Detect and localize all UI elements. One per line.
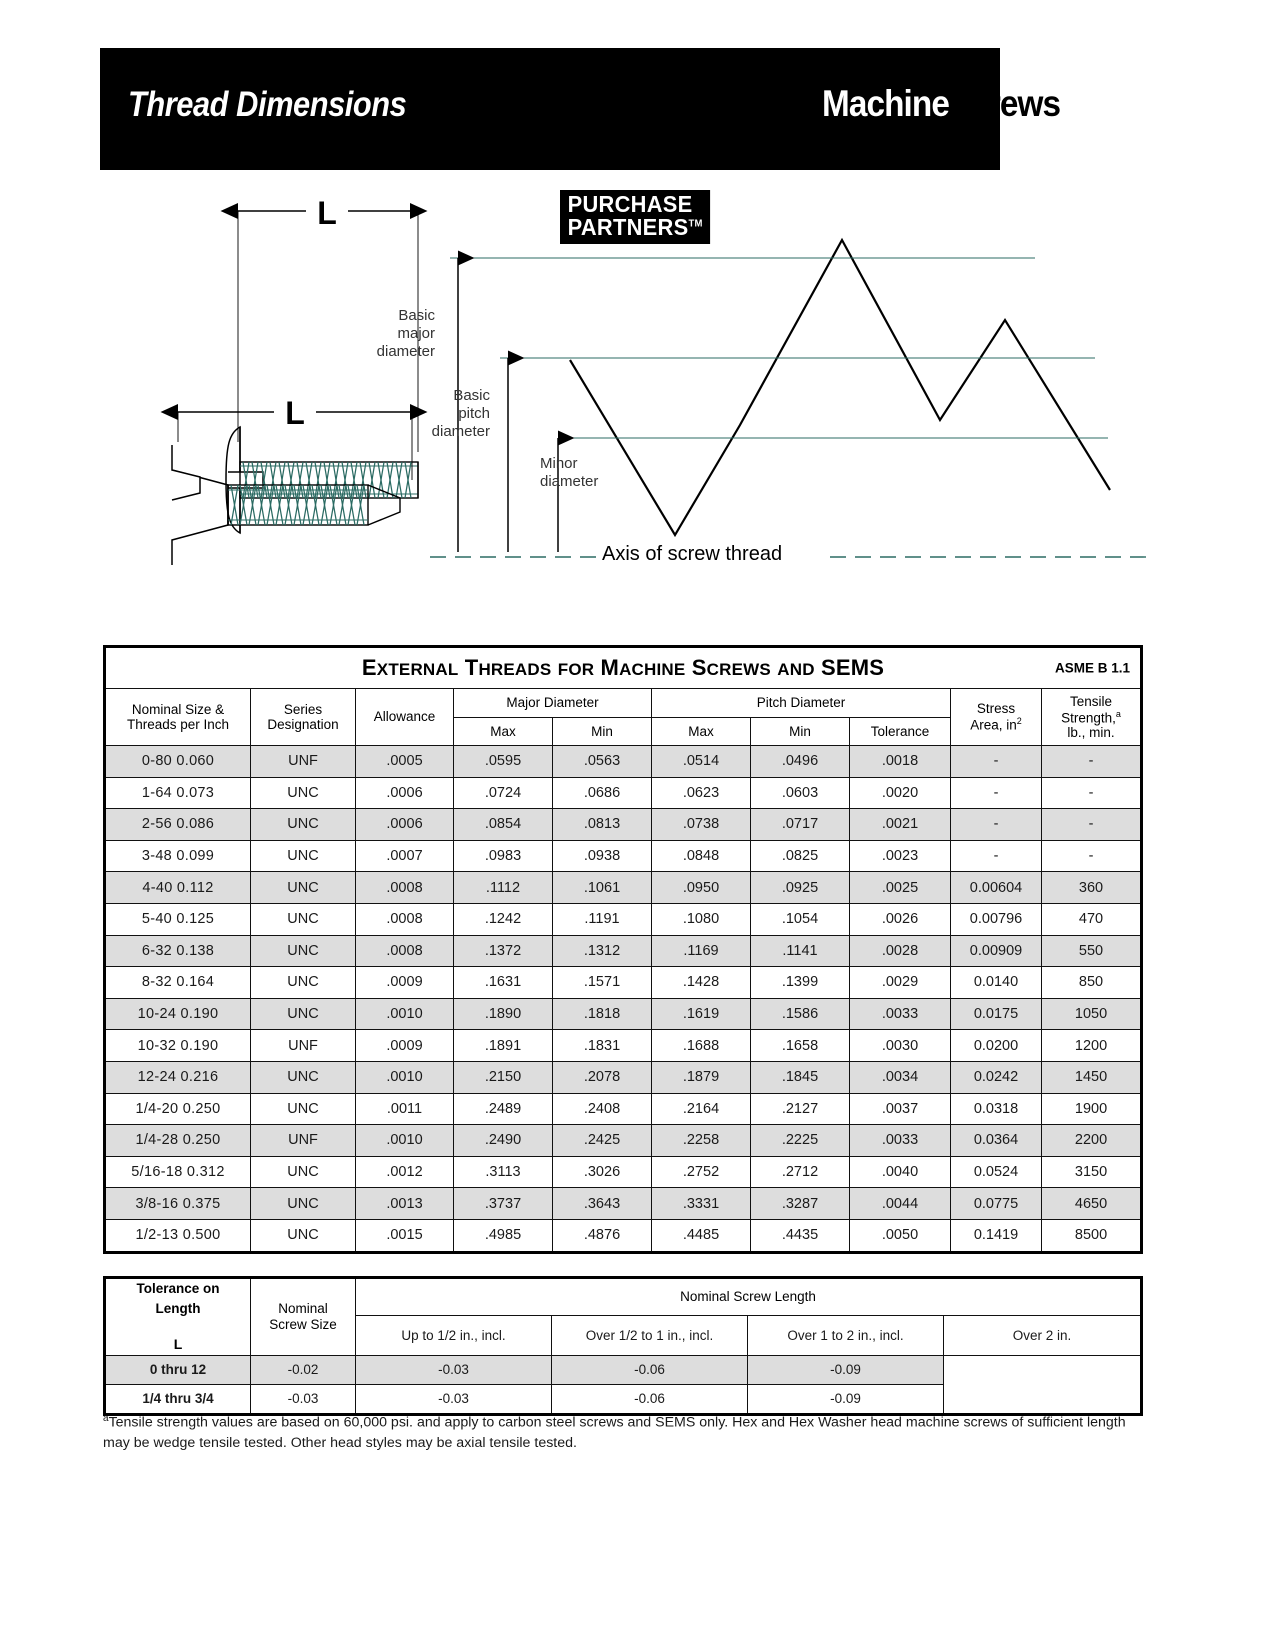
table-title: EXTERNAL THREADS FOR MACHINE SCREWS AND SEMS [361, 655, 885, 680]
cell-size: 1-64 0.073 [105, 777, 251, 809]
minor-diameter-label: Minor [540, 455, 578, 472]
cell-tol: .0037 [850, 1093, 951, 1125]
cell-tensile: 2200 [1042, 1125, 1142, 1157]
cell-tol: .0040 [850, 1156, 951, 1188]
cell-tol: .0028 [850, 935, 951, 967]
cell-pit_max: .0738 [652, 809, 751, 841]
cell-allowance: .0010 [356, 1061, 454, 1093]
col-header-nominal-size: Nominal Size & Threads per Inch [105, 689, 251, 746]
cell-tensile: 360 [1042, 872, 1142, 904]
cell-pit_max: .4485 [652, 1219, 751, 1252]
cell-maj_max: .1372 [454, 935, 553, 967]
cell-maj_min: .1061 [553, 872, 652, 904]
cell-maj_min: .2425 [553, 1125, 652, 1157]
cell-nominal-screw-size: 0 thru 12 [105, 1355, 251, 1384]
length-label-top: L [317, 195, 337, 231]
cell-tensile: 1050 [1042, 998, 1142, 1030]
cell-pit_min: .1586 [751, 998, 850, 1030]
table-body [105, 746, 1142, 1253]
cell-pit_max: .1879 [652, 1061, 751, 1093]
cell-allowance: .0010 [356, 1125, 454, 1157]
table-row [105, 746, 1142, 778]
svg-text:diameter: diameter [376, 343, 435, 360]
cell-series: UNC [251, 840, 356, 872]
header-right-screws: Screws [948, 83, 1061, 124]
tolerance-table-row [105, 1384, 1142, 1414]
cell-maj_max: .1112 [454, 872, 553, 904]
cell-pit_max: .0623 [652, 777, 751, 809]
basic-major-diameter-label: Basic [398, 307, 435, 324]
col-header-major-min: Min [553, 717, 652, 746]
cell-pit_max: .0848 [652, 840, 751, 872]
col-header-pitch-min: Min [751, 717, 850, 746]
cell-pit_min: .1141 [751, 935, 850, 967]
cell-allowance: .0007 [356, 840, 454, 872]
cell-pit_min: .0603 [751, 777, 850, 809]
col-header-major-diameter: Major Diameter [454, 689, 652, 718]
cell-tensile: 4650 [1042, 1188, 1142, 1220]
cell-tol: .0018 [850, 746, 951, 778]
page-title: Thread Dimensions [128, 85, 407, 124]
cell-area: - [951, 809, 1042, 841]
cell-pit_min: .3287 [751, 1188, 850, 1220]
cell-maj_max: .0983 [454, 840, 553, 872]
cell-maj_max: .1890 [454, 998, 553, 1030]
cell-pit_max: .1428 [652, 967, 751, 999]
table-row [105, 1125, 1142, 1157]
cell-series: UNC [251, 872, 356, 904]
table-row [105, 903, 1142, 935]
cell-tol: .0025 [850, 872, 951, 904]
cell-maj_min: .1571 [553, 967, 652, 999]
cell-pit_min: .0717 [751, 809, 850, 841]
cell-pit_min: .0496 [751, 746, 850, 778]
brand-logo [560, 190, 710, 244]
table-row [105, 777, 1142, 809]
cell-pit_max: .1619 [652, 998, 751, 1030]
cell-pit_max: .1169 [652, 935, 751, 967]
cell-area: 0.00909 [951, 935, 1042, 967]
length-dimension-top [238, 211, 418, 452]
cell-tensile: 1450 [1042, 1061, 1142, 1093]
cell-maj_min: .2078 [553, 1061, 652, 1093]
tolerance-on-length-table-wrap [103, 1276, 1140, 1416]
cell-area: 0.1419 [951, 1219, 1042, 1252]
brand-line-1: PURCHASE [567, 191, 693, 217]
cell-size: 1/4-28 0.250 [105, 1125, 251, 1157]
cell-tolerance-value: -0.03 [251, 1384, 356, 1414]
cell-size: 5-40 0.125 [105, 903, 251, 935]
cell-maj_min: .1312 [553, 935, 652, 967]
tolerance-table-row [105, 1355, 1142, 1384]
cell-area: 0.0775 [951, 1188, 1042, 1220]
table-row [105, 1030, 1142, 1062]
cell-tol: .0034 [850, 1061, 951, 1093]
col-header-pitch-tolerance: Tolerance [850, 717, 951, 746]
cell-allowance: .0006 [356, 777, 454, 809]
cell-tolerance-value: -0.09 [748, 1384, 944, 1414]
cell-series: UNC [251, 777, 356, 809]
cell-maj_max: .3737 [454, 1188, 553, 1220]
table-row [105, 998, 1142, 1030]
table-row [105, 1188, 1142, 1220]
cell-tensile: 1200 [1042, 1030, 1142, 1062]
cell-allowance: .0011 [356, 1093, 454, 1125]
cell-area: 0.0524 [951, 1156, 1042, 1188]
external-threads-table [103, 645, 1143, 1254]
cell-pit_min: .2225 [751, 1125, 850, 1157]
svg-text:diameter: diameter [540, 473, 599, 490]
tolerance-on-length-label: Tolerance on Length L [105, 1278, 251, 1356]
cell-tol: .0023 [850, 840, 951, 872]
cell-maj_max: .2489 [454, 1093, 553, 1125]
thread-profile-path [570, 240, 1110, 535]
cell-size: 1/2-13 0.500 [105, 1219, 251, 1252]
cell-size: 4-40 0.112 [105, 872, 251, 904]
cell-series: UNC [251, 1188, 356, 1220]
cell-tol: .0020 [850, 777, 951, 809]
cell-maj_max: .0854 [454, 809, 553, 841]
cell-maj_min: .1191 [553, 903, 652, 935]
cell-tol: .0050 [850, 1219, 951, 1252]
cell-maj_min: .1818 [553, 998, 652, 1030]
cell-pit_min: .2712 [751, 1156, 850, 1188]
cell-tensile: 550 [1042, 935, 1142, 967]
cell-size: 3/8-16 0.375 [105, 1188, 251, 1220]
cell-area: 0.0318 [951, 1093, 1042, 1125]
cell-maj_min: .0938 [553, 840, 652, 872]
col-header-series-designation: Series Designation [251, 689, 356, 746]
cell-pit_max: .0514 [652, 746, 751, 778]
cell-allowance: .0008 [356, 935, 454, 967]
cell-maj_max: .1242 [454, 903, 553, 935]
col-header-length-range-4: Over 2 in. [944, 1316, 1142, 1355]
cell-tensile: 8500 [1042, 1219, 1142, 1252]
table-row [105, 809, 1142, 841]
standard-reference: ASME B 1.1 [1055, 660, 1131, 676]
cell-tolerance-value: -0.06 [552, 1355, 748, 1384]
cell-maj_max: .2490 [454, 1125, 553, 1157]
cell-tolerance-value: -0.02 [251, 1355, 356, 1384]
cell-maj_max: .4985 [454, 1219, 553, 1252]
cell-maj_max: .2150 [454, 1061, 553, 1093]
brand-line-2: PARTNERS™ [567, 214, 703, 241]
cell-area: 0.0175 [951, 998, 1042, 1030]
cell-pit_min: .4435 [751, 1219, 850, 1252]
table-row [105, 967, 1142, 999]
cell-allowance: .0013 [356, 1188, 454, 1220]
col-header-major-max: Max [454, 717, 553, 746]
axis-of-screw-thread-label: Axis of screw thread [602, 543, 783, 565]
cell-size: 8-32 0.164 [105, 967, 251, 999]
length-label-bottom: L [285, 395, 305, 431]
col-header-nominal-screw-length: Nominal Screw Length [356, 1278, 1142, 1316]
svg-text:diameter: diameter [431, 423, 490, 440]
cell-tolerance-value: -0.03 [356, 1355, 552, 1384]
cell-pit_min: .0825 [751, 840, 850, 872]
cell-pit_max: .2258 [652, 1125, 751, 1157]
cell-series: UNC [251, 1219, 356, 1252]
footnote-marker: a [103, 1413, 109, 1424]
cell-size: 0-80 0.060 [105, 746, 251, 778]
cell-size: 3-48 0.099 [105, 840, 251, 872]
col-header-tensile-strength: Tensile Strength,$^a$ lb., min. [1042, 689, 1142, 746]
cell-tol: .0030 [850, 1030, 951, 1062]
cell-series: UNC [251, 903, 356, 935]
cell-area: 0.00604 [951, 872, 1042, 904]
cell-pit_min: .1054 [751, 903, 850, 935]
cell-allowance: .0009 [356, 967, 454, 999]
cell-maj_min: .2408 [553, 1093, 652, 1125]
cell-maj_min: .0686 [553, 777, 652, 809]
svg-text:pitch: pitch [458, 405, 490, 422]
col-header-length-range-1: Up to 1/2 in., incl. [356, 1316, 552, 1355]
cell-tol: .0033 [850, 998, 951, 1030]
cell-area: 0.0364 [951, 1125, 1042, 1157]
table-row [105, 872, 1142, 904]
cell-series: UNC [251, 935, 356, 967]
table-row [105, 1093, 1142, 1125]
cell-tolerance-value: -0.09 [748, 1355, 944, 1384]
cell-pit_min: .2127 [751, 1093, 850, 1125]
cell-allowance: .0006 [356, 809, 454, 841]
tolerance-on-length-table [103, 1276, 1143, 1416]
cell-series: UNC [251, 1061, 356, 1093]
table-row [105, 1219, 1142, 1252]
cell-pit_max: .0950 [652, 872, 751, 904]
cell-nominal-screw-size: 1/4 thru 3/4 [105, 1384, 251, 1414]
col-header-allowance: Allowance [356, 689, 454, 746]
thread-profile-diagram [377, 240, 1150, 566]
cell-tolerance-value: -0.03 [356, 1384, 552, 1414]
cell-maj_min: .1831 [553, 1030, 652, 1062]
cell-series: UNC [251, 1156, 356, 1188]
cell-size: 1/4-20 0.250 [105, 1093, 251, 1125]
cell-maj_min: .3643 [553, 1188, 652, 1220]
external-threads-table-wrap [103, 645, 1140, 1254]
cell-series: UNC [251, 967, 356, 999]
col-header-nominal-screw-size: Nominal Screw Size [251, 1278, 356, 1356]
cell-allowance: .0008 [356, 872, 454, 904]
cell-tol: .0026 [850, 903, 951, 935]
cell-maj_max: .3113 [454, 1156, 553, 1188]
cell-allowance: .0009 [356, 1030, 454, 1062]
table-row [105, 840, 1142, 872]
table-header-row-1 [105, 689, 1142, 718]
cell-tensile: 3150 [1042, 1156, 1142, 1188]
footnote-text: Tensile strength values are based on 60,000 psi. and apply to carbon steel screws and SEMS only. Hex and Hex Washer head machine screws of sufficient length may be wedge tensile tested. Other head styles may be axial tensile tested. [103, 1414, 1126, 1451]
cell-tensile: - [1042, 840, 1142, 872]
cell-series: UNF [251, 746, 356, 778]
col-header-pitch-diameter: Pitch Diameter [652, 689, 951, 718]
cell-size: 6-32 0.138 [105, 935, 251, 967]
cell-maj_min: .4876 [553, 1219, 652, 1252]
cell-size: 10-24 0.190 [105, 998, 251, 1030]
cell-area: - [951, 746, 1042, 778]
cell-tol: .0033 [850, 1125, 951, 1157]
cell-pit_max: .1080 [652, 903, 751, 935]
cell-area: - [951, 777, 1042, 809]
cell-size: 10-32 0.190 [105, 1030, 251, 1062]
col-header-length-range-2: Over 1/2 to 1 in., incl. [552, 1316, 748, 1355]
cell-tensile: 850 [1042, 967, 1142, 999]
svg-text:major: major [397, 325, 435, 342]
cell-maj_min: .0563 [553, 746, 652, 778]
cell-tol: .0044 [850, 1188, 951, 1220]
col-header-length-range-3: Over 1 to 2 in., incl. [748, 1316, 944, 1355]
table-row [105, 1061, 1142, 1093]
cell-maj_max: .0595 [454, 746, 553, 778]
cell-area: 0.0140 [951, 967, 1042, 999]
cell-series: UNC [251, 1093, 356, 1125]
cell-series: UNF [251, 1030, 356, 1062]
header-right-title [822, 83, 1060, 125]
cell-size: 12-24 0.216 [105, 1061, 251, 1093]
cell-area: - [951, 840, 1042, 872]
cell-series: UNC [251, 809, 356, 841]
cell-series: UNC [251, 998, 356, 1030]
table-title-row [105, 647, 1142, 689]
cell-tensile: - [1042, 777, 1142, 809]
cell-area: 0.0200 [951, 1030, 1042, 1062]
cell-allowance: .0008 [356, 903, 454, 935]
tolerance-header-row-1 [105, 1278, 1142, 1316]
cell-allowance: .0010 [356, 998, 454, 1030]
table-row [105, 935, 1142, 967]
cell-pit_min: .1845 [751, 1061, 850, 1093]
cell-pit_min: .0925 [751, 872, 850, 904]
cell-series: UNF [251, 1125, 356, 1157]
cell-tensile: 470 [1042, 903, 1142, 935]
cell-pit_min: .1399 [751, 967, 850, 999]
cell-maj_max: .1631 [454, 967, 553, 999]
cell-maj_min: .0813 [553, 809, 652, 841]
col-header-stress-area: Stress Area, $in^2$ [951, 689, 1042, 746]
cell-pit_max: .1688 [652, 1030, 751, 1062]
cell-maj_max: .0724 [454, 777, 553, 809]
cell-maj_max: .1891 [454, 1030, 553, 1062]
cell-tol: .0021 [850, 809, 951, 841]
cell-tensile: - [1042, 746, 1142, 778]
cell-allowance: .0012 [356, 1156, 454, 1188]
footnote [103, 1412, 1151, 1453]
col-header-pitch-max: Max [652, 717, 751, 746]
cell-pit_max: .2164 [652, 1093, 751, 1125]
cell-tol: .0029 [850, 967, 951, 999]
header-right-machine: Machine [822, 83, 949, 124]
cell-maj_min: .3026 [553, 1156, 652, 1188]
cell-pit_min: .1658 [751, 1030, 850, 1062]
cell-tolerance-value: -0.06 [552, 1384, 748, 1414]
diagram-area [100, 180, 1160, 620]
cell-allowance: .0005 [356, 746, 454, 778]
cell-allowance: .0015 [356, 1219, 454, 1252]
cell-size: 5/16-18 0.312 [105, 1156, 251, 1188]
tolerance-table-body [105, 1355, 1142, 1414]
cell-pit_max: .2752 [652, 1156, 751, 1188]
tolerance-length-symbol: L [173, 1335, 183, 1352]
cell-tensile: 1900 [1042, 1093, 1142, 1125]
cell-size: 2-56 0.086 [105, 809, 251, 841]
cell-area: 0.0242 [951, 1061, 1042, 1093]
cell-tensile: - [1042, 809, 1142, 841]
cell-area: 0.00796 [951, 903, 1042, 935]
trademark-icon: TM [688, 218, 703, 230]
table-row [105, 1156, 1142, 1188]
basic-pitch-diameter-label: Basic [453, 387, 490, 404]
cell-pit_max: .3331 [652, 1188, 751, 1220]
